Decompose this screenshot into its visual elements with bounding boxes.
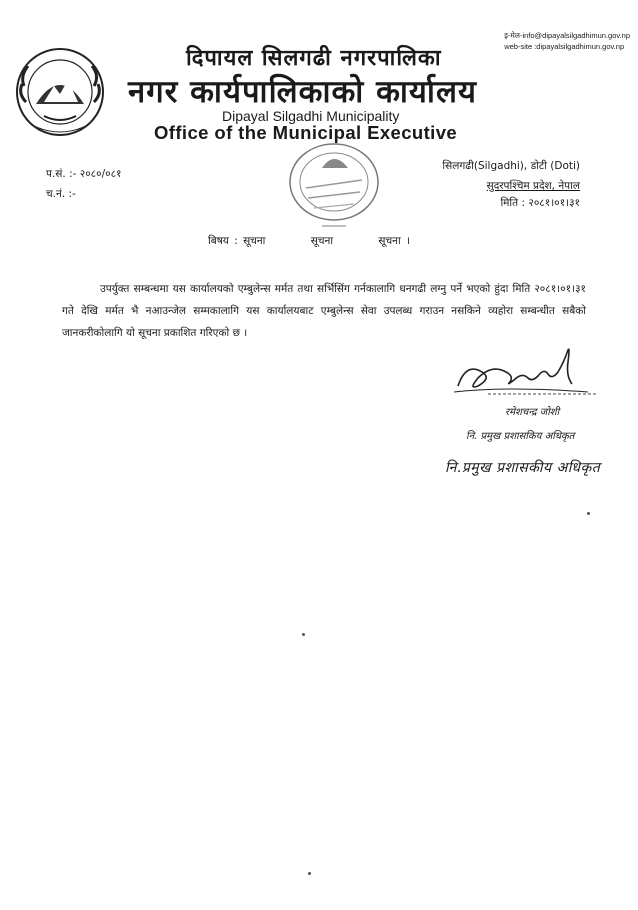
contact-block <box>504 30 630 52</box>
signature-icon <box>448 342 608 402</box>
website-link[interactable]: web-site :dipayalsilgadhimun.gov.np <box>504 42 625 51</box>
notice-body: उपर्युक्त सम्बन्धमा यस कार्यालयको एम्बुलेन्स मर्मत तथा सर्भिसिंग गर्नकालागि धनगढी लग्नु पर्ने भएको हुंदा मिति २०८१।०१।३१ गते देखि मर्मत भै नआउन्जेल सम्मकालागि यस कार्यालयबाट एम्बुलेन्स सेवा उपलब्ध गराउन नसकिने व्यहोरा सम्बन्धीत सबैको जानकरीकोलागि यो सूचना प्रकाशित गरिएको छ । <box>62 283 586 339</box>
scan-speck <box>302 633 305 636</box>
signatory-stamp: नि.प्रमुख प्रशासकीय अधिकृत <box>445 460 601 476</box>
scan-speck <box>587 512 590 515</box>
subject-word: सूचना । <box>378 235 411 247</box>
office-seal-icon <box>282 140 382 232</box>
office-name-np: नगर कार्यपालिकाको कार्यालय <box>128 74 477 110</box>
scan-speck <box>308 872 311 875</box>
email-link[interactable]: इ-मेल-info@dipayalsilgadhimun.gov.np <box>504 31 630 40</box>
municipality-emblem-icon <box>14 46 106 138</box>
municipality-name-np: दिपायल सिलगढी नगरपालिका <box>186 46 442 71</box>
municipality-name-en: Dipayal Silgadhi Municipality <box>222 108 400 124</box>
address-line: सिलगढी(Silgadhi), डोटी (Doti) <box>442 160 580 172</box>
subject-word: सूचना <box>310 235 334 247</box>
province-line: सुदरपश्चिम प्रदेश, नेपाल <box>486 180 580 192</box>
office-name-en: Office of the Municipal Executive <box>154 122 458 143</box>
signatory-name: रमेशचन्द्र जोशी <box>505 407 560 418</box>
signatory-title: नि. प्रमुख प्रशासकिय अधिकृत <box>466 431 575 442</box>
reference-number: प.सं. :- २०८०/०८१ <box>46 168 122 180</box>
dispatch-number: च.नं. :- <box>46 188 76 200</box>
subject-line <box>208 234 450 248</box>
subject-label: बिषय : सूचना <box>208 235 266 247</box>
letter-date: मिति : २०८१।०१।३१ <box>500 197 580 209</box>
